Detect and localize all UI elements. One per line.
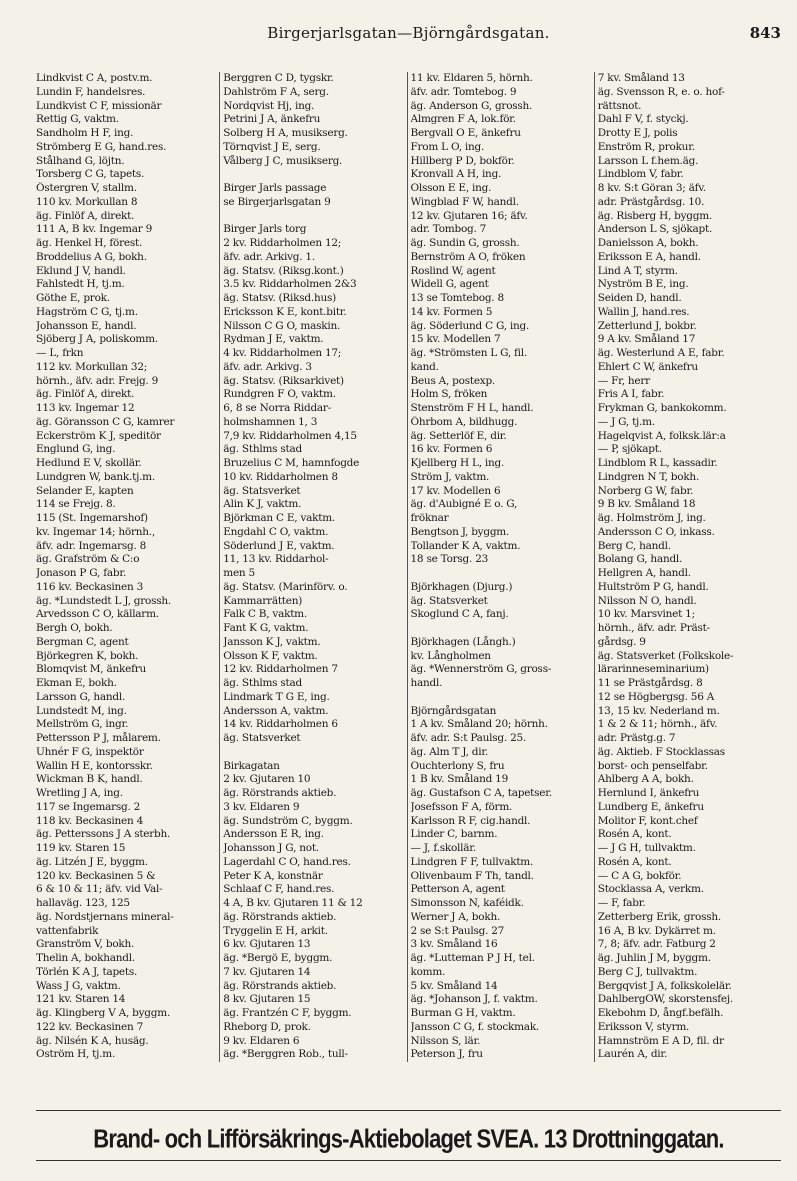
directory-line: 15 kv. Modellen 7 <box>410 333 501 346</box>
directory-line: Rundgren F O, vaktm. <box>223 388 336 401</box>
directory-line: äg. Nilsén K A, husäg. <box>36 1034 149 1047</box>
directory-line: Ekebohm D, ångf.befälh. <box>597 1007 724 1019</box>
directory-line: Nilsson N O, handl. <box>597 594 697 607</box>
directory-line: Berggren C D, tygskr. <box>223 72 334 84</box>
directory-line: Zetterlund J, bokbr. <box>597 319 697 332</box>
directory-line <box>223 210 403 224</box>
directory-line: 14 kv. Formen 5 <box>410 305 493 318</box>
directory-line: Sjöberg J A, poliskomm. <box>36 333 158 346</box>
directory-line: Zetterberg Erik, grossh. <box>597 910 721 923</box>
directory-line: komm. <box>410 965 446 978</box>
directory-line: 114 se Frejg. 8. <box>36 498 116 511</box>
directory-line: äg. Statsverket <box>223 484 301 497</box>
directory-line: Anderson L S, sjökapt. <box>597 223 713 236</box>
directory-line: Alin K J, vaktm. <box>223 498 302 511</box>
directory-line: 6, 8 se Norra Riddar- <box>223 402 331 414</box>
directory-line: 8 kv. Gjutaren 15 <box>223 993 311 1006</box>
directory-line: Lindblom R L, kassadir. <box>597 457 718 469</box>
directory-line: Peter K A, konstnär <box>223 869 323 882</box>
directory-columns <box>36 72 781 1062</box>
directory-line: hörnh., äfv. adr. Frejg. 9 <box>36 374 159 387</box>
directory-line: äg. Aktieb. F Stocklassas <box>597 745 725 758</box>
directory-line: Björngårdsgatan <box>410 704 497 717</box>
directory-line: Solberg H A, musikserg. <box>223 127 348 139</box>
directory-line: adr. Prästgårdsg. 10. <box>597 195 705 208</box>
directory-line: Hellgren A, handl. <box>597 567 691 579</box>
directory-line: — L, frkn <box>36 347 84 359</box>
directory-line: Werner J A, bokh. <box>410 910 501 923</box>
directory-line: 115 (St. Ingemarshof) <box>36 512 148 524</box>
directory-line: Beus A, postexp. <box>410 374 496 387</box>
directory-line: Lindgren F F, tullvaktm. <box>410 855 534 868</box>
directory-line: 3.5 kv. Riddarholmen 2&3 <box>223 278 357 291</box>
directory-line: Enström R, prokur. <box>597 140 695 153</box>
directory-line: äg. Sthlms stad <box>223 677 302 689</box>
directory-line: 1 A kv. Småland 20; hörnh. <box>410 718 548 731</box>
directory-line: äg. *Berggren Rob., tull- <box>223 1048 348 1061</box>
directory-line: äg. Sundin G, grossh. <box>410 237 520 249</box>
directory-line: äfv. adr. Ingemarsg. 8 <box>36 539 147 552</box>
directory-line: Björkman C E, vaktm. <box>223 512 336 524</box>
directory-line: Strömberg E G, hand.res. <box>36 140 167 153</box>
directory-line: Rosén A, kont. <box>597 855 672 868</box>
directory-line: äfv. adr. Arkivg. 3 <box>223 360 312 373</box>
directory-line: Granström V, bokh. <box>36 938 135 951</box>
directory-line: Skoglund C A, fanj. <box>410 608 509 621</box>
page-number: 843 <box>749 24 781 42</box>
directory-line: kv. Långholmen <box>410 649 491 662</box>
directory-line: Jansson K J, vaktm. <box>223 635 321 648</box>
directory-line: äg. Nordstjernans mineral- <box>36 910 174 923</box>
directory-line: vattenfabrik <box>36 924 99 937</box>
directory-line: Arvedsson C O, källarm. <box>36 608 159 621</box>
directory-line <box>411 567 591 581</box>
directory-line: Törnqvist J E, serg. <box>223 140 321 153</box>
directory-line: Ekman E, bokh. <box>36 677 117 689</box>
directory-line: Bergqvist J A, folkskolelär. <box>597 979 732 992</box>
column-1 <box>36 72 219 1062</box>
directory-line: Seiden D, handl. <box>597 292 682 304</box>
directory-line: 111 A, B kv. Ingemar 9 <box>36 223 153 236</box>
directory-line: rättsnot. <box>597 99 642 112</box>
directory-line: 7 kv. Småland 13 <box>597 72 685 84</box>
directory-line: 16 A, B kv. Dykärret m. <box>597 924 716 937</box>
column-3 <box>407 72 594 1062</box>
directory-line: Wickman B K, handl. <box>36 773 143 786</box>
directory-line: Stocklassa A, verkm. <box>597 883 704 896</box>
directory-line: Lindblom V, fabr. <box>597 168 684 181</box>
directory-line: se Birgerjarlsgatan 9 <box>223 195 331 208</box>
directory-line: Wretling J A, ing. <box>36 787 123 799</box>
directory-line: äg. Finlöf A, direkt. <box>36 388 135 401</box>
directory-line: 1 B kv. Småland 19 <box>410 773 509 786</box>
directory-line: Thelin A, bokhandl. <box>36 952 135 964</box>
directory-line: äg. Statsverket (Folkskole- <box>597 649 734 662</box>
directory-line: äg. Svensson R, e. o. hof- <box>597 85 725 98</box>
directory-line: 4 kv. Riddarholmen 17; <box>223 347 342 359</box>
directory-line: 14 kv. Riddarholmen 6 <box>223 718 338 731</box>
directory-line: äg. Statsverket <box>223 732 301 744</box>
directory-line: 11 se Prästgårdsg. 8 <box>597 677 703 689</box>
directory-line: 17 kv. Modellen 6 <box>410 484 501 497</box>
directory-line: 118 kv. Beckasinen 4 <box>36 814 144 827</box>
directory-line: äg. Finlöf A, direkt. <box>36 209 135 222</box>
directory-line: — J G H, tullvaktm. <box>597 842 696 854</box>
directory-line: Engdahl C O, vaktm. <box>223 525 329 538</box>
directory-line: Öhrbom A, bildhugg. <box>410 415 518 428</box>
directory-line: Dahl F V, f. styckj. <box>597 113 689 126</box>
directory-line: 13 se Tomtebog. 8 <box>410 292 504 304</box>
directory-line: Pettersson P J, målarem. <box>36 732 161 744</box>
footer-rule-bottom <box>36 1160 781 1161</box>
page-title: Birgerjarlsgatan—Björngårdsgatan. <box>267 24 550 42</box>
directory-line: äg. Henkel H, förest. <box>36 237 143 249</box>
directory-line: Andersson E R, ing. <box>223 828 324 841</box>
directory-line: Larsson L f.hem.äg. <box>597 154 699 167</box>
directory-line: äg. Statsv. (Riksd.hus) <box>223 292 336 304</box>
directory-line: äg. *Johanson J, f. vaktm. <box>410 993 538 1006</box>
directory-line: Lundgren W, bank.tj.m. <box>36 470 155 483</box>
directory-line: 4 A, B kv. Gjutaren 11 & 12 <box>223 897 363 909</box>
directory-line: Ericksson K E, kont.bitr. <box>223 305 347 318</box>
directory-line: äg. *Bergö E, byggm. <box>223 952 333 964</box>
directory-line: Kjellberg H L, ing. <box>410 457 505 469</box>
directory-line: äg. Statsv. (Marinförv. o. <box>223 580 348 593</box>
directory-line: Frykman G, bankokomm. <box>597 402 727 414</box>
directory-line: äg. Risberg H, byggm. <box>597 209 713 222</box>
directory-line: Holm S, fröken <box>410 388 488 401</box>
directory-line: Hedlund E V, skollär. <box>36 457 142 469</box>
directory-line: — F, fabr. <box>597 897 646 909</box>
directory-line: Olivenbaum F Th, tandl. <box>410 869 534 882</box>
directory-line: borst- och penselfabr. <box>597 759 708 772</box>
directory-line: Lundstedt M, ing. <box>36 704 127 717</box>
directory-line: 1 & 2 & 11; hörnh., äfv. <box>597 718 718 731</box>
directory-line: Ahlberg A A, bokh. <box>597 773 694 786</box>
directory-line: adr. Prästg.g. 7 <box>597 732 676 744</box>
directory-line: From L O, ing. <box>410 140 485 153</box>
directory-line: Bernström A O, fröken <box>410 250 526 263</box>
directory-line: Söderlund J E, vaktm. <box>223 539 335 552</box>
directory-line: hörnh., äfv. adr. Präst- <box>597 622 710 634</box>
directory-line: 7 kv. Gjutaren 14 <box>223 965 311 978</box>
directory-line: handl. <box>410 677 443 689</box>
directory-line: 7, 8; äfv. adr. Fatburg 2 <box>597 938 716 951</box>
directory-line: 113 kv. Ingemar 12 <box>36 402 135 414</box>
directory-line: 121 kv. Staren 14 <box>36 993 126 1006</box>
directory-line: äg. Göransson C G, kamrer <box>36 415 175 428</box>
directory-line: Jansson C G, f. stockmak. <box>410 1020 540 1033</box>
directory-line: 120 kv. Beckasinen 5 & <box>36 869 156 882</box>
directory-line: Birkagatan <box>223 759 280 772</box>
directory-line: Dahlström F A, serg. <box>223 85 329 98</box>
directory-line: Vålberg J C, musikserg. <box>223 154 343 167</box>
directory-line: Wingblad F W, handl. <box>410 195 519 208</box>
directory-line: 16 kv. Formen 6 <box>410 443 493 456</box>
directory-line: Björkegren K, bokh. <box>36 649 139 662</box>
directory-line: äg. *Strömsten L G, fil. <box>410 347 527 359</box>
directory-line: 11 kv. Eldaren 5, hörnh. <box>410 72 533 84</box>
directory-line: — Fr, herr <box>597 374 650 387</box>
directory-line: äg. Statsv. (Riksarkivet) <box>223 374 344 387</box>
directory-line: Björkhagen (Långh.) <box>410 635 516 648</box>
directory-line: äg. *Lundstedt L J, grossh. <box>36 594 171 607</box>
directory-line: äg. Gustafson C A, tapetser. <box>410 787 552 799</box>
directory-line: äg. Statsv. (Riksg.kont.) <box>223 264 344 277</box>
directory-line: holmshamnen 1, 3 <box>223 415 318 428</box>
directory-line: Lagerdahl C O, hand.res. <box>223 855 351 868</box>
directory-line: 6 kv. Gjutaren 13 <box>223 938 311 951</box>
directory-line: äg. *Lutteman P J H, tel. <box>410 952 535 964</box>
directory-line: Göthe E, prok. <box>36 292 110 304</box>
directory-line: Hamnström E A D, fil. dr <box>597 1034 724 1047</box>
directory-line: Wallin J, hand.res. <box>597 305 690 318</box>
directory-line: Larsson G, handl. <box>36 690 126 703</box>
directory-line: äg. Rörstrands aktieb. <box>223 787 337 799</box>
directory-line: Eklund J V, handl. <box>36 264 126 277</box>
directory-line: Broddelius A G, bokh. <box>36 250 147 263</box>
directory-line: adr. Tombog. 7 <box>410 223 487 236</box>
directory-line: äg. Frantzén C F, byggm. <box>223 1007 352 1019</box>
directory-line: Björkhagen (Djurg.) <box>410 580 513 593</box>
directory-line: Norberg G W, fabr. <box>597 484 694 497</box>
directory-line: äg. Klingberg V A, byggm. <box>36 1007 171 1019</box>
directory-line: Torsberg C G, tapets. <box>36 168 145 181</box>
directory-line: Ström J, vaktm. <box>410 470 490 483</box>
directory-line: äfv. adr. Arkivg. 1. <box>223 250 315 263</box>
directory-line: Hernlund I, änkefru <box>597 787 700 799</box>
directory-line <box>223 746 403 760</box>
directory-line: Lindmark T G E, ing. <box>223 690 330 703</box>
directory-line: 7,9 kv. Riddarholmen 4,15 <box>223 429 357 442</box>
directory-line: 9 B kv. Småland 18 <box>597 498 696 511</box>
directory-line: Tollander K A, vaktm. <box>410 539 521 552</box>
directory-line: Sandholm H F, ing. <box>36 127 134 139</box>
directory-line: Molitor F, kont.chef <box>597 814 698 827</box>
directory-line: Lindkvist C A, postv.m. <box>36 72 153 84</box>
directory-line: Ouchterlony S, fru <box>410 759 505 772</box>
directory-line: Stenström F H L, handl. <box>410 402 534 414</box>
directory-line: Schlaaf C F, hand.res. <box>223 883 335 896</box>
directory-line: 9 kv. Eldaren 6 <box>223 1034 300 1047</box>
directory-line: äg. d'Aubigné E o. G, <box>410 498 518 511</box>
directory-line: Berg C, handl. <box>597 539 671 552</box>
directory-line: Andersson A, vaktm. <box>223 704 329 717</box>
directory-line: Rettig G, vaktm. <box>36 113 119 126</box>
directory-line: Peterson J, fru <box>410 1048 483 1061</box>
directory-line: Linder C, barnm. <box>410 828 498 841</box>
page-header <box>36 24 781 46</box>
directory-line: äg. Statsverket <box>410 594 488 607</box>
directory-line: Eriksson E A, handl. <box>597 250 701 263</box>
directory-line: äg. Sundström C, byggm. <box>223 814 353 827</box>
directory-line: äfv. adr. S:t Paulsg. 25. <box>410 732 527 744</box>
directory-line: — P, sjökapt. <box>597 443 662 456</box>
directory-line: Bengtson J, byggm. <box>410 525 510 538</box>
directory-line: Lundberg E, änkefru <box>597 800 704 813</box>
directory-line: Josefsson F A, förm. <box>410 800 513 813</box>
directory-line: Ehlert C W, änkefru <box>597 360 698 373</box>
directory-line: Almgren F A, lok.för. <box>410 113 516 126</box>
directory-line: 5 kv. Småland 14 <box>410 979 498 992</box>
directory-line: Hagström C G, tj.m. <box>36 305 138 318</box>
directory-line: 6 & 10 & 11; äfv. vid Val- <box>36 883 163 896</box>
directory-line: — J G, tj.m. <box>597 415 655 428</box>
directory-line: 12 kv. Gjutaren 16; äfv. <box>410 209 528 222</box>
directory-line: Olsson E E, ing. <box>410 182 492 194</box>
directory-line: äg. Petterssons J A sterbh. <box>36 828 171 841</box>
directory-line <box>411 691 591 705</box>
directory-line: äg. Holmström J, ing. <box>597 512 706 524</box>
directory-line <box>223 168 403 182</box>
directory-line: fröknar <box>410 512 449 524</box>
directory-line: Bergman C, agent <box>36 635 129 648</box>
directory-line: Wass J G, vaktm. <box>36 979 121 992</box>
directory-line: 11, 13 kv. Riddarhol- <box>223 553 329 566</box>
directory-line: 116 kv. Beckasinen 3 <box>36 580 144 593</box>
directory-line: Petrini J A, änkefru <box>223 113 321 126</box>
directory-line: Johansson E, handl. <box>36 319 137 332</box>
directory-line: 2 kv. Riddarholmen 12; <box>223 237 342 249</box>
directory-line: 10 kv. Riddarholmen 8 <box>223 470 338 483</box>
directory-line: äg. Söderlund C G, ing. <box>410 319 530 332</box>
directory-line: Simonsson N, kaféidk. <box>410 897 524 909</box>
directory-line: 112 kv. Morkullan 32; <box>36 360 148 373</box>
directory-line: Johansson J G, not. <box>223 842 319 854</box>
directory-line: 10 kv. Marsvinet 1; <box>597 608 695 621</box>
directory-line: 2 kv. Gjutaren 10 <box>223 773 311 786</box>
directory-line: Widell G, agent <box>410 278 489 291</box>
directory-line: Rheborg D, prok. <box>223 1020 311 1033</box>
directory-line: Eckerström K J, speditör <box>36 429 161 442</box>
directory-line: 3 kv. Eldaren 9 <box>223 800 300 813</box>
directory-line: Nyström B E, ing. <box>597 278 689 291</box>
directory-line: Törlén K A J, tapets. <box>36 965 138 978</box>
directory-line: äg. Rörstrands aktieb. <box>223 910 337 923</box>
directory-line: Kronvall A H, ing. <box>410 168 502 181</box>
directory-line: äg. Setterlöf E, dir. <box>410 429 507 442</box>
directory-line: Lindgren N T, bokh. <box>597 470 700 483</box>
directory-line: Selander E, kapten <box>36 484 134 497</box>
directory-line: äg. Sthlms stad <box>223 443 302 456</box>
directory-line: hallaväg. 123, 125 <box>36 897 130 909</box>
directory-line: Birger Jarls passage <box>223 182 327 194</box>
directory-line: Oström H, tj.m. <box>36 1048 116 1061</box>
directory-line: Laurén A, dir. <box>597 1048 668 1061</box>
directory-line: lärarinneseminarium) <box>597 663 709 676</box>
directory-line: äg. Juhlin J M, byggm. <box>597 952 711 964</box>
directory-line: Hultström P G, handl. <box>597 580 709 593</box>
directory-line: 12 kv. Riddarholmen 7 <box>223 663 338 676</box>
directory-line: Rosén A, kont. <box>597 828 672 841</box>
directory-line: 13, 15 kv. Nederland m. <box>597 704 720 717</box>
directory-line: äg. Anderson G, grossh. <box>410 99 533 112</box>
directory-line: Rydman J E, vaktm. <box>223 333 324 346</box>
directory-line: — J, f.skollär. <box>410 842 476 854</box>
directory-line: Eriksson V, styrm. <box>597 1020 690 1033</box>
directory-line: Kammarrätten) <box>223 594 303 607</box>
directory-line: Drotty E J, polis <box>597 127 678 139</box>
directory-line: Lind A T, styrm. <box>597 264 678 277</box>
directory-line: Hagelqvist A, folksk.lär:a <box>597 429 726 442</box>
directory-line: Blomqvist M, änkefru <box>36 663 147 676</box>
directory-line: Burman G H, vaktm. <box>410 1007 516 1019</box>
directory-line: Bergh O, bokh. <box>36 622 113 634</box>
directory-line: 117 se Ingemarsg. 2 <box>36 800 141 813</box>
directory-line: äg. Rörstrands aktieb. <box>223 979 337 992</box>
directory-line: DahlbergOW, skorstensfej. <box>597 993 733 1006</box>
directory-line: Östergren V, stallm. <box>36 182 137 194</box>
directory-line: 12 se Högbergsg. 56 A <box>597 690 715 703</box>
directory-line: gårdsg. 9 <box>597 635 646 648</box>
directory-line: 2 se S:t Paulsg. 27 <box>410 924 505 937</box>
directory-line: kv. Ingemar 14; hörnh., <box>36 525 155 538</box>
directory-line: Tryggelin E H, arkit. <box>223 924 328 937</box>
directory-line: Lundin F, handelsres. <box>36 85 146 98</box>
directory-line: Nordqvist Hj, ing. <box>223 99 315 112</box>
directory-line: Bruzelius C M, hamnfogde <box>223 457 360 469</box>
directory-line: 3 kv. Småland 16 <box>410 938 498 951</box>
directory-line: Falk C B, vaktm. <box>223 608 307 621</box>
directory-line: men 5 <box>223 567 255 579</box>
directory-line: Nilsson C G O, maskin. <box>223 319 341 332</box>
directory-line: 110 kv. Morkullan 8 <box>36 195 138 208</box>
directory-line: Olsson K F, vaktm. <box>223 649 318 662</box>
directory-line: Bolang G, handl. <box>597 553 683 566</box>
directory-line: 8 kv. S:t Göran 3; äfv. <box>597 182 706 194</box>
directory-line: äg. Litzén J E, byggm. <box>36 855 148 868</box>
directory-line: Hillberg P D, bokför. <box>410 154 515 167</box>
directory-line: Uhnér F G, inspektör <box>36 745 144 758</box>
column-2 <box>219 72 406 1062</box>
footer-rule-top <box>36 1110 781 1111</box>
directory-line: 119 kv. Staren 15 <box>36 842 126 854</box>
directory-line: Jonason P G, fabr. <box>36 567 127 579</box>
directory-line: 9 A kv. Småland 17 <box>597 333 696 346</box>
directory-line: 18 se Torsg. 23 <box>410 553 489 566</box>
directory-line: Fahlstedt H, tj.m. <box>36 278 125 291</box>
directory-line: Stålhand G, löjtn. <box>36 154 125 167</box>
directory-line <box>411 622 591 636</box>
directory-line: kand. <box>410 360 439 373</box>
directory-line: äg. Westerlund A E, fabr. <box>597 347 725 359</box>
directory-line: Karlsson R F, cig.handl. <box>410 814 531 827</box>
directory-line: Petterson A, agent <box>410 883 505 896</box>
directory-line: Lundkvist C F, missionär <box>36 99 162 112</box>
directory-line: Roslind W, agent <box>410 264 496 277</box>
directory-line: Englund G, ing. <box>36 443 116 456</box>
directory-line: äg. Alm T J, dir. <box>410 745 489 758</box>
directory-line: 122 kv. Beckasinen 7 <box>36 1020 144 1033</box>
footer-advertisement: Brand- och Lifförsäkrings-Aktiebolaget SVEA. 13 Drottninggatan. <box>93 1124 724 1154</box>
column-4 <box>594 72 781 1062</box>
directory-line: Berg C J, tullvaktm. <box>597 965 698 978</box>
directory-line: äg. *Wennerström G, gross- <box>410 663 552 676</box>
directory-line: Wallin H E, kontorsskr. <box>36 759 153 772</box>
directory-line: Nilsson S, lär. <box>410 1034 481 1047</box>
directory-line: Mellström G, ingr. <box>36 718 129 731</box>
directory-line: Birger Jarls torg <box>223 223 307 236</box>
directory-line: — C A G, bokför. <box>597 869 682 882</box>
directory-line: Fant K G, vaktm. <box>223 622 309 634</box>
directory-line: äfv. adr. Tomtebog. 9 <box>410 85 517 98</box>
directory-line: Fris A I, fabr. <box>597 388 665 401</box>
directory-line: Danielsson A, bokh. <box>597 237 699 249</box>
directory-line: äg. Grafström & C:o <box>36 553 140 566</box>
directory-line: Andersson C O, inkass. <box>597 525 715 538</box>
directory-line: Bergvall O E, änkefru <box>410 127 521 139</box>
